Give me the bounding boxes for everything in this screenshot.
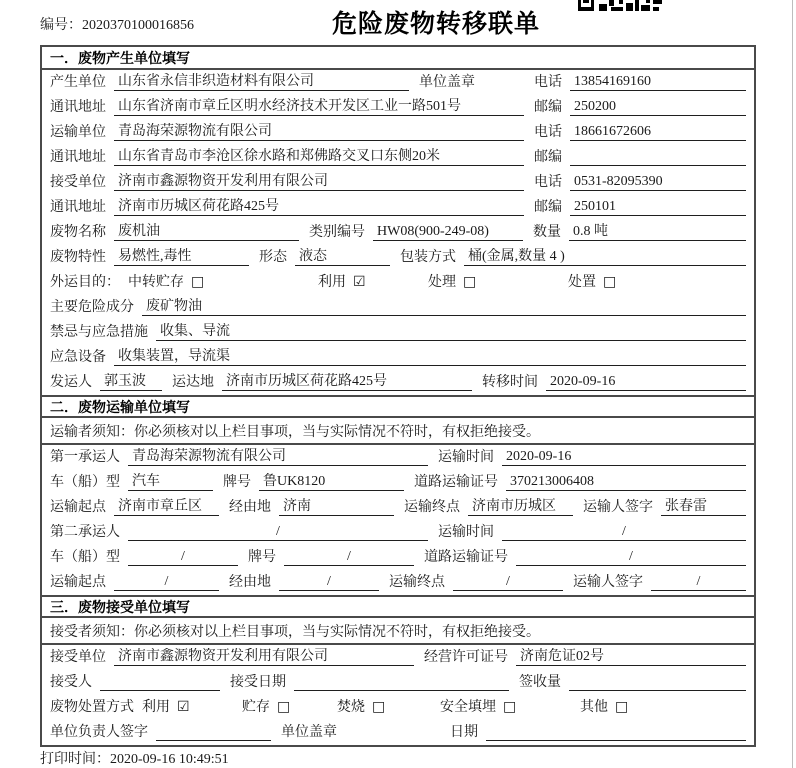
field-label: 包装方式 xyxy=(400,250,456,265)
field-value: 山东省永信非织造材料有限公司 xyxy=(114,73,409,91)
field-value: 废机油 xyxy=(114,223,299,241)
field-label: 运输终点 xyxy=(404,500,460,515)
field-value: 易燃性,毒性 xyxy=(114,248,249,266)
form-row xyxy=(42,145,754,170)
field-label: 转移时间 xyxy=(482,375,538,390)
field-label: 通讯地址 xyxy=(50,100,106,115)
field-value: 18661672606 xyxy=(570,123,746,141)
field-label: 运达地 xyxy=(172,375,214,390)
field-value xyxy=(156,724,271,741)
form-row xyxy=(42,370,754,395)
field-value xyxy=(570,149,746,166)
field-label: 接受人 xyxy=(50,675,92,690)
field-label: 签收量 xyxy=(519,675,561,690)
checkbox-checked-icon: ☑ xyxy=(177,699,190,715)
field-label: 车（船）型 xyxy=(50,550,120,565)
checkbox-item xyxy=(318,274,428,291)
field-label: 道路运输证号 xyxy=(414,475,498,490)
checkbox-label: 焚烧 xyxy=(337,700,365,715)
doc-number-value: 2020370100016856 xyxy=(82,18,194,33)
field-label: 第一承运人 xyxy=(50,450,120,465)
section-header: 三．废物接受单位填写 xyxy=(42,595,754,618)
checkbox-icon: □ xyxy=(277,699,291,715)
field-label: 邮编 xyxy=(534,100,562,115)
section-notice: 接受者须知：你必须核对以上栏目事项，当与实际情况不符时，有权拒绝接受。 xyxy=(42,618,754,645)
doc-number xyxy=(40,14,194,34)
field-label: 电话 xyxy=(534,125,562,140)
field-value: 桶(金属,数量 4 ) xyxy=(464,248,746,266)
field-label: 运输起点 xyxy=(50,575,106,590)
checkbox-item xyxy=(580,699,628,716)
checkbox-label: 处理 xyxy=(428,275,456,290)
field-value: 2020-09-16 xyxy=(502,448,746,466)
field-value: 0.8 吨 xyxy=(569,223,746,241)
field-value: 山东省青岛市李沧区徐水路和郑佛路交叉口东侧20米 xyxy=(114,148,524,166)
form-row xyxy=(42,170,754,195)
checkbox-item xyxy=(142,699,242,716)
field-label: 车（船）型 xyxy=(50,475,120,490)
checkbox-checked-icon: ☑ xyxy=(353,274,366,290)
field-value: 青岛海荣源物流有限公司 xyxy=(128,448,428,466)
field-label: 单位盖章 xyxy=(281,725,337,740)
section-header: 二．废物运输单位填写 xyxy=(42,395,754,418)
field-label: 牌号 xyxy=(223,475,251,490)
field-value: 济南市鑫源物资开发利用有限公司 xyxy=(114,648,414,666)
field-value xyxy=(569,674,746,691)
field-label: 接受单位 xyxy=(50,175,106,190)
field-value: 济南危证02号 xyxy=(516,648,746,666)
field-value: 济南市历城区荷花路425号 xyxy=(222,373,472,391)
doc-number-label: 编号： xyxy=(40,18,82,33)
field-value: 汽车 xyxy=(128,473,213,491)
field-value: 收集装置，导流渠 xyxy=(114,348,746,366)
field-label: 运输时间 xyxy=(438,450,494,465)
form-row xyxy=(42,245,754,270)
checkbox-label: 处置 xyxy=(568,275,596,290)
field-value: 济南市鑫源物资开发利用有限公司 xyxy=(114,173,524,191)
row-left xyxy=(50,198,524,216)
document-header xyxy=(0,0,796,45)
field-value: 青岛海荣源物流有限公司 xyxy=(114,123,524,141)
field-label: 废物特性 xyxy=(50,250,106,265)
row-left xyxy=(50,73,524,91)
field-label: 接受单位 xyxy=(50,650,106,665)
field-label: 废物名称 xyxy=(50,225,106,240)
field-label: 运输单位 xyxy=(50,125,106,140)
form-row xyxy=(42,95,754,120)
field-label: 单位盖章 xyxy=(419,75,475,90)
field-label: 牌号 xyxy=(248,550,276,565)
field-label: 运输起点 xyxy=(50,500,106,515)
field-value: 郭玉波 xyxy=(100,373,162,391)
form-row xyxy=(42,320,754,345)
section-notice: 运输者须知：你必须核对以上栏目事项，当与实际情况不符时，有权拒绝接受。 xyxy=(42,418,754,445)
checkbox-label: 贮存 xyxy=(242,700,270,715)
form-row xyxy=(42,445,754,470)
form-row xyxy=(42,120,754,145)
field-label: 单位负责人签字 xyxy=(50,725,148,740)
print-time-label: 打印时间： xyxy=(40,752,110,767)
field-value: 2020-09-16 xyxy=(546,373,746,391)
field-label: 运输时间 xyxy=(438,525,494,540)
field-label: 形态 xyxy=(259,250,287,265)
checkbox-item xyxy=(337,699,440,716)
form-row xyxy=(42,270,754,295)
field-label: 电话 xyxy=(534,175,562,190)
checkbox-item xyxy=(128,274,318,291)
form-row xyxy=(42,345,754,370)
row-left xyxy=(50,98,524,116)
row-left xyxy=(50,173,524,191)
field-label: 邮编 xyxy=(534,200,562,215)
row-right xyxy=(534,98,746,116)
field-value: 收集、导流 xyxy=(156,323,746,341)
field-label: 道路运输证号 xyxy=(424,550,508,565)
checkbox-icon: □ xyxy=(603,274,617,290)
row-left xyxy=(50,123,524,141)
form-row xyxy=(42,495,754,520)
field-value: 250101 xyxy=(570,198,746,216)
row-right xyxy=(534,173,746,191)
row-right xyxy=(534,73,746,91)
form-row xyxy=(42,520,754,545)
field-label: 第二承运人 xyxy=(50,525,120,540)
form-row xyxy=(42,645,754,670)
field-label: 经营许可证号 xyxy=(424,650,508,665)
field-value: / xyxy=(502,523,746,541)
checkbox-icon: □ xyxy=(372,699,386,715)
field-label: 邮编 xyxy=(534,150,562,165)
checkbox-item xyxy=(242,699,337,716)
checkbox-icon: □ xyxy=(191,274,205,290)
field-value: 废矿物油 xyxy=(142,298,746,316)
field-value: / xyxy=(128,548,238,566)
checkbox-label: 中转贮存 xyxy=(128,275,184,290)
print-time-value: 2020-09-16 10:49:51 xyxy=(110,752,229,767)
checkbox-label: 利用 xyxy=(142,700,170,715)
checkbox-item xyxy=(440,699,580,716)
field-value xyxy=(294,674,509,691)
field-value: / xyxy=(516,548,746,566)
field-value: HW08(900-249-08) xyxy=(373,223,523,241)
field-value: 液态 xyxy=(295,248,390,266)
field-value: / xyxy=(453,573,563,591)
checkbox-icon: □ xyxy=(615,699,629,715)
form-row xyxy=(42,295,754,320)
form-row xyxy=(42,470,754,495)
field-label: 通讯地址 xyxy=(50,200,106,215)
field-label: 运输人签字 xyxy=(573,575,643,590)
field-label: 运输人签字 xyxy=(583,500,653,515)
form-row xyxy=(42,720,754,745)
field-value: 张春雷 xyxy=(661,498,746,516)
field-value: 250200 xyxy=(570,98,746,116)
row-left xyxy=(50,148,524,166)
field-value: 0531-82095390 xyxy=(570,173,746,191)
field-value: / xyxy=(114,573,219,591)
field-label: 经由地 xyxy=(229,575,271,590)
field-label: 日期 xyxy=(450,725,478,740)
field-label: 废物处置方式 xyxy=(50,700,134,715)
field-label: 电话 xyxy=(534,75,562,90)
field-value: 山东省济南市章丘区明水经济技术开发区工业一路501号 xyxy=(114,98,524,116)
field-label: 发运人 xyxy=(50,375,92,390)
field-label: 接受日期 xyxy=(230,675,286,690)
form-row xyxy=(42,545,754,570)
checkbox-item xyxy=(568,274,616,291)
row-right xyxy=(534,123,746,141)
checkbox-item xyxy=(428,274,568,291)
form-row xyxy=(42,220,754,245)
field-label: 主要危险成分 xyxy=(50,300,134,315)
form-row xyxy=(42,670,754,695)
field-label: 通讯地址 xyxy=(50,150,106,165)
form-row xyxy=(42,570,754,595)
field-value xyxy=(100,674,220,691)
field-value: / xyxy=(284,548,414,566)
field-value: / xyxy=(128,523,428,541)
row-right xyxy=(534,198,746,216)
field-value: 济南市历城区 xyxy=(468,498,573,516)
section-header: 一．废物产生单位填写 xyxy=(42,47,754,70)
field-label: 数量 xyxy=(533,225,561,240)
field-label: 应急设备 xyxy=(50,350,106,365)
field-label: 禁忌与应急措施 xyxy=(50,325,148,340)
form-row xyxy=(42,695,754,720)
checkbox-label: 利用 xyxy=(318,275,346,290)
field-label: 运输终点 xyxy=(389,575,445,590)
field-value: 370213006408 xyxy=(506,473,746,491)
field-value: 济南 xyxy=(279,498,394,516)
checkbox-icon: □ xyxy=(463,274,477,290)
field-value: / xyxy=(279,573,379,591)
field-value: 济南市历城区荷花路425号 xyxy=(114,198,524,216)
field-label: 经由地 xyxy=(229,500,271,515)
form-row xyxy=(42,70,754,95)
print-time xyxy=(40,748,229,768)
checkbox-label: 其他 xyxy=(580,700,608,715)
field-value: 济南市章丘区 xyxy=(114,498,219,516)
field-value: 13854169160 xyxy=(570,73,746,91)
page-title: 危险废物转移联单 xyxy=(332,10,541,38)
qr-code-fragment-icon xyxy=(578,0,662,11)
page-edge-line xyxy=(792,0,793,768)
checkbox-label: 安全填埋 xyxy=(440,700,496,715)
row-right xyxy=(534,149,746,166)
field-label: 类别编号 xyxy=(309,225,365,240)
field-value xyxy=(486,724,746,741)
field-value: / xyxy=(651,573,746,591)
checkbox-icon: □ xyxy=(503,699,517,715)
form-row xyxy=(42,195,754,220)
form-table xyxy=(40,45,756,747)
field-label: 外运目的： xyxy=(50,275,120,290)
field-value: 鲁UK8120 xyxy=(259,473,404,491)
field-label: 产生单位 xyxy=(50,75,106,90)
